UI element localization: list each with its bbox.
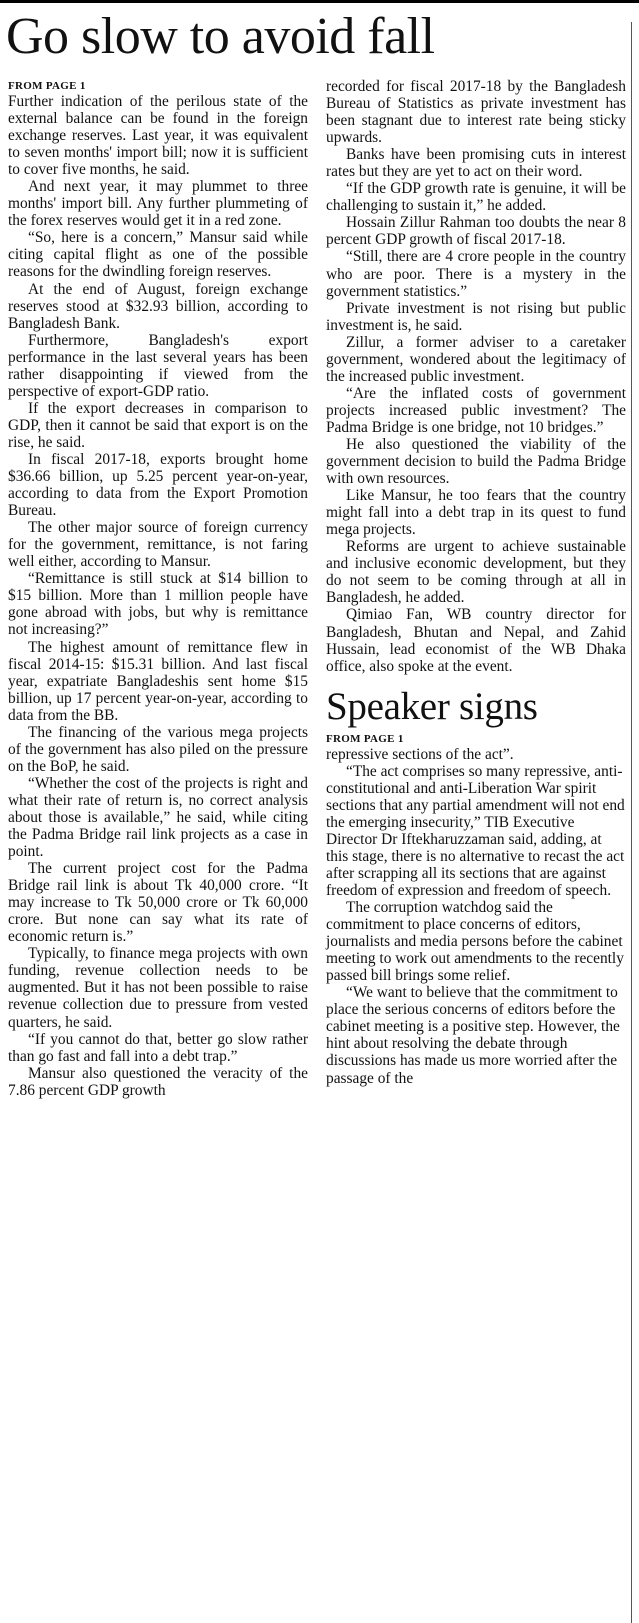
paragraph: Zillur, a former adviser to a caretaker government, wondered about the legitimacy of the increased public investment. <box>326 333 626 385</box>
paragraph: In fiscal 2017-18, exports brought home $36.66 billion, up 5.25 percent year-on-year, according to data from the Export Promotion Bureau. <box>8 450 308 520</box>
paragraph: At the end of August, foreign exchange reserves stood at $32.93 billion, according to Bangladesh Bank. <box>8 280 308 332</box>
paragraph: “Remittance is still stuck at $14 billion to $15 billion. More than 1 million people have gone abroad with jobs, but why is remittance not increasing?” <box>8 570 308 639</box>
second-article <box>326 685 626 1087</box>
paragraph: Further indication of the perilous state of the external balance can be found in the foreign exchange reserves. Last year, it was equivalent to seven months' import bill; now it is sufficient to cover five months, he said. <box>8 93 308 179</box>
article-headline: Go slow to avoid fall <box>6 8 435 65</box>
paragraph: “So, here is a concern,” Mansur said while citing capital flight as one of the possible reasons for the dwindling foreign reserves. <box>8 229 308 281</box>
paragraph: And next year, it may plummet to three months' import bill. Any further plummeting of the forex reserves would get it in a red zone. <box>8 178 308 230</box>
paragraph: “If the GDP growth rate is genuine, it will be challenging to sustain it,” he added. <box>326 180 626 215</box>
paragraph: He also questioned the viability of the government decision to build the Padma Bridge with own resources. <box>326 435 626 488</box>
paragraph: The current project cost for the Padma Bridge rail link is about Tk 40,000 crore. “It may increase to Tk 50,000 crore or Tk 60,000 crore. But none can say what its rate of economic return is.” <box>8 860 308 946</box>
jump-kicker: FROM PAGE 1 <box>326 732 404 745</box>
paragraph: The highest amount of remittance flew in fiscal 2014-15: $15.31 billion. And last fiscal year, expatriate Bangladeshis sent home $15 billion, up 17 percent year-on-year, according to data from the BB. <box>8 638 308 724</box>
paragraph: “We want to believe that the commitment to place the serious concerns of editors before the cabinet meeting is a positive step. However, the hint about resolving the debate through discussions has made us more worried after the passage of the <box>326 984 620 1087</box>
paragraph: “Are the inflated costs of government projects increased public investment? The Padma Bridge is one bridge, not 10 bridges.” <box>326 384 626 436</box>
jump-kicker: FROM PAGE 1 <box>8 80 86 92</box>
paragraph: Like Mansur, he too fears that the country might fall into a debt trap in its quest to fund mega projects. <box>326 487 626 539</box>
paragraph: Banks have been promising cuts in interest rates but they are yet to act on their word. <box>326 146 626 181</box>
paragraph: “If you cannot do that, better go slow rather than go fast and fall into a debt trap.” <box>8 1030 308 1065</box>
paragraph: Reforms are urgent to achieve sustainable and inclusive economic development, but they do not seem to be coming through at all in Bangladesh, he added. <box>326 538 626 607</box>
paragraph: Private investment is not rising but public investment is, he said. <box>326 299 626 334</box>
paragraph: The financing of the various mega projects of the government has also piled on the pressure on the BoP, he said. <box>8 723 308 775</box>
paragraph: If the export decreases in comparison to GDP, then it cannot be said that export is on the rise, he said. <box>8 399 308 451</box>
paragraph: The other major source of foreign currency for the government, remittance, is not faring well either, according to Mansur. <box>8 519 308 571</box>
paragraph: “Still, there are 4 crore people in the country who are poor. There is a mystery in the government statistics.” <box>326 248 626 300</box>
second-article-headline: Speaker signs <box>326 684 538 728</box>
paragraph: recorded for fiscal 2017-18 by the Bangladesh Bureau of Statistics as private investment has been stagnant due to interest rate being sticky upwards. <box>326 78 626 147</box>
column-rule <box>631 22 632 1623</box>
paragraph: Typically, to finance mega projects with own funding, revenue collection needs to be augmented. But it has not been possible to raise revenue collection due to pressure from vested quarters, he said. <box>8 945 308 1031</box>
paragraph: The corruption watchdog said the commitment to place concerns of editors, journalists and media persons before the cabinet meeting to work out amendments to the recently passed bill brings some relief. <box>326 899 624 985</box>
article-column-left <box>8 78 308 1099</box>
paragraph: Qimiao Fan, WB country director for Bangladesh, Bhutan and Nepal, and Zahid Hussain, lead economist of the WB Dhaka office, also spoke at the event. <box>326 606 626 675</box>
paragraph: Furthermore, Bangladesh's export performance in the last several years has been rather disappointing if viewed from the perspective of export-GDP ratio. <box>8 331 308 400</box>
paragraph: “Whether the cost of the projects is right and what their rate of return is, no correct analysis about those is available,” he said, while citing the Padma Bridge rail link projects as a case in point. <box>8 774 308 861</box>
top-rule <box>0 0 639 3</box>
paragraph: Hossain Zillur Rahman too doubts the near 8 percent GDP growth of fiscal 2017-18. <box>326 214 626 249</box>
paragraph: “The act comprises so many repressive, anti-constitutional and anti-Liberation War spirit sections that any partial amendment will not end the emerging insecurity,” TIB Executive Director Dr Iftekharuzzaman said, adding, at this stage, there is no alternative to recast the act after scrapping all its sections that are against freedom of expression and freedom of speech. <box>326 762 625 900</box>
paragraph: Mansur also questioned the veracity of the 7.86 percent GDP growth <box>8 1064 308 1099</box>
article-column-right <box>326 78 626 1087</box>
paragraph: repressive sections of the act”. <box>326 745 514 763</box>
